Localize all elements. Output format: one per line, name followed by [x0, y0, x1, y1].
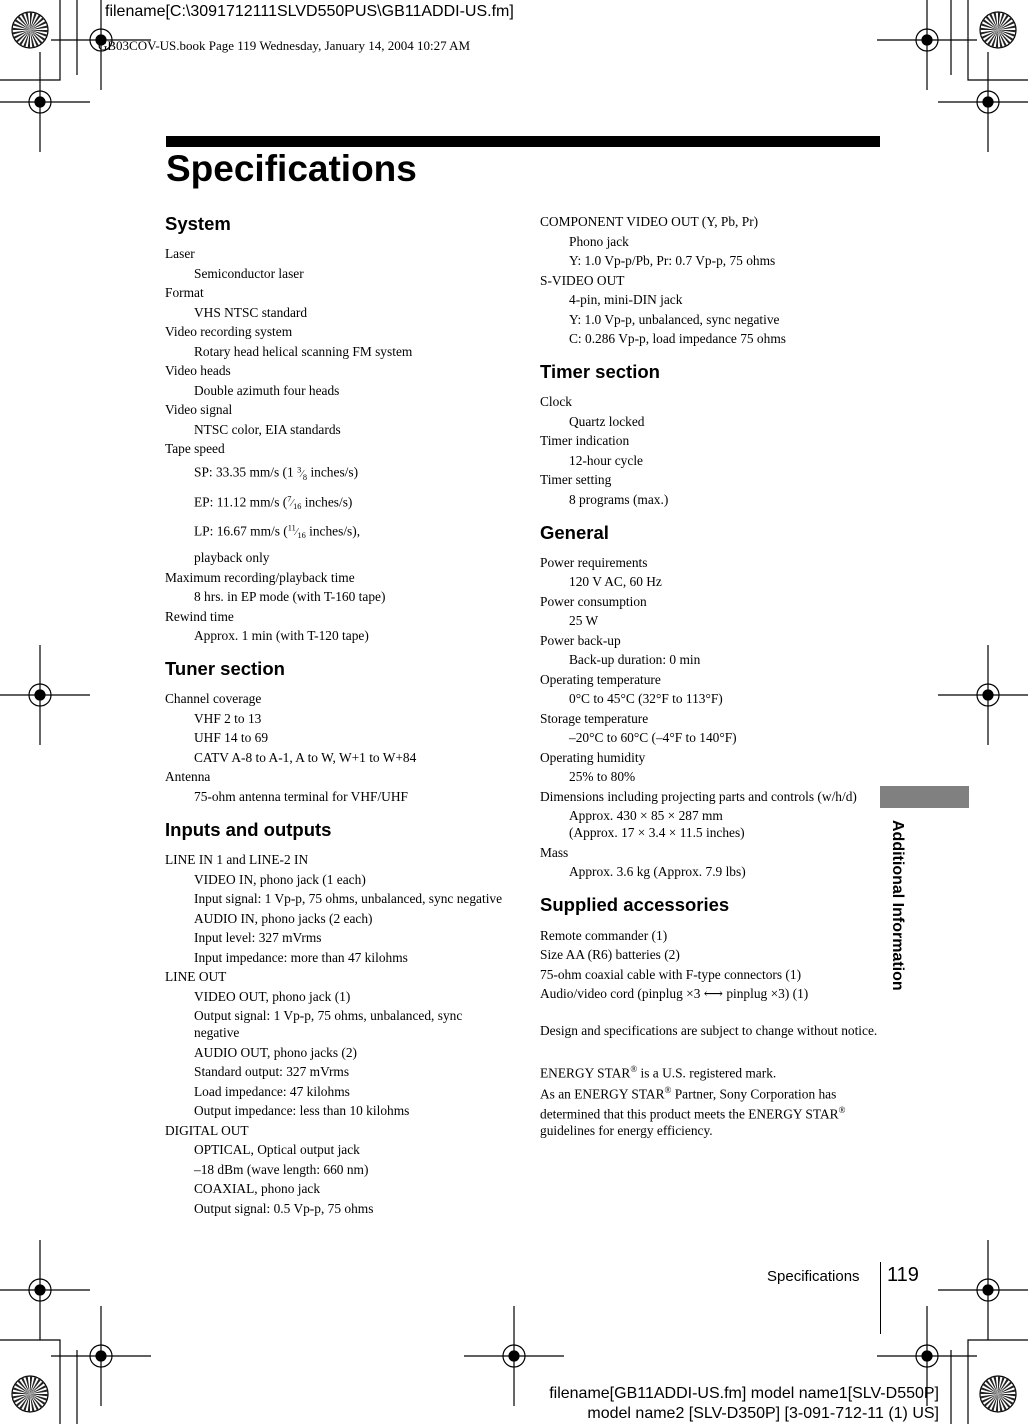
spec-label: Maximum recording/playback time [165, 569, 355, 585]
crosshair-target-icon [938, 645, 1028, 745]
spec-value: Approx. 1 min (with T-120 tape) [194, 628, 369, 644]
fraction: $^3⁄_8$ [297, 465, 308, 482]
speed-tail: inches/s) [307, 464, 359, 480]
spec-label: Video recording system [165, 324, 293, 340]
spec-value: NTSC color, EIA standards [194, 421, 341, 437]
spec-value: Output signal: 1 Vp-p, 75 ohms, unbalanced, sync negative [194, 1008, 463, 1041]
spec-label: Power consumption [540, 593, 647, 609]
spec-label: Mass [540, 844, 569, 860]
spec-value: Load impedance: 47 kilohms [194, 1083, 350, 1099]
section-tab-marker [880, 786, 969, 808]
spec-value: Phono jack [569, 233, 629, 249]
spec-value: Quartz locked [569, 413, 645, 429]
speed-tail: inches/s), [305, 523, 361, 539]
page-number: 119 [887, 1264, 919, 1286]
right-column [540, 210, 880, 1139]
spec-value: AUDIO OUT, phono jacks (2) [194, 1044, 358, 1060]
spec-label: S-VIDEO OUT [540, 272, 625, 288]
spec-label: Channel coverage [165, 691, 262, 707]
spec-label: Format [165, 285, 204, 301]
spec-value: Double azimuth four heads [194, 382, 340, 398]
section-heading: General [540, 521, 609, 543]
spec-label: Tape speed [165, 441, 225, 457]
spec-value: 75-ohm antenna terminal for VHF/UHF [194, 788, 408, 804]
double-arrow-icon: ⟷ [703, 986, 723, 1002]
spec-label: DIGITAL OUT [165, 1122, 249, 1138]
fraction: $^7⁄_{16}$ [287, 494, 302, 511]
spec-value: C: 0.286 Vp-p, load impedance 75 ohms [569, 331, 786, 346]
spec-label: LINE OUT [165, 969, 227, 985]
tape-speed-lp [194, 520, 505, 544]
crosshair-target-icon [0, 645, 90, 745]
spec-label: Rewind time [165, 608, 234, 624]
section-heading: Tuner section [165, 658, 285, 680]
energy-star-note: ENERGY STAR® is a U.S. registered mark. As an ENERGY STAR® Partner, Sony Corporation has determined that this product meets the ENERGY STAR® guidelines for energy efficiency. [540, 1064, 846, 1139]
spec-value: Input level: 327 mVrms [194, 930, 322, 946]
footer-model-line: model name2 [SLV-D350P] [3-091-712-11 (1) US] [587, 1405, 939, 1422]
spec-label: Power back-up [540, 632, 621, 648]
crosshair-target-icon [938, 1240, 1028, 1340]
starburst-mark-icon [980, 1376, 1016, 1412]
speed-text: LP: 16.67 mm/s ( [194, 523, 288, 539]
spec-value: Y: 1.0 Vp-p, unbalanced, sync negative [569, 311, 780, 327]
spec-label: Dimensions including projecting parts and controls (w/h/d) [540, 788, 857, 804]
spec-value: Rotary head helical scanning FM system [194, 343, 413, 359]
timer-section [540, 361, 880, 508]
spec-value: Y: 1.0 Vp-p/Pb, Pr: 0.7 Vp-p, 75 ohms [569, 253, 776, 268]
footer-filename: filename[GB11ADDI-US.fm] model name1[SLV-D550P] [549, 1385, 939, 1402]
crosshair-target-icon [51, 1306, 151, 1406]
spec-value: Semiconductor laser [194, 265, 304, 281]
starburst-mark-icon [12, 1376, 48, 1412]
spec-label: Video heads [165, 363, 231, 379]
page-title: Specifications [166, 148, 417, 189]
header-filename: filename[C:\3091712111SLVD550PUS\GB11ADDI-US.fm] [105, 3, 514, 20]
inputs-outputs-continued [540, 213, 880, 347]
left-column [165, 210, 505, 1231]
spec-value: VIDEO IN, phono jack (1 each) [194, 871, 366, 887]
spec-label: Operating humidity [540, 749, 646, 765]
spec-value: 0°C to 45°C (32°F to 113°F) [569, 691, 723, 707]
title-rule [166, 136, 880, 147]
spec-value: 12-hour cycle [569, 452, 643, 468]
spec-value: UHF 14 to 69 [194, 730, 269, 746]
section-heading: System [165, 213, 231, 234]
spec-label: Operating temperature [540, 671, 661, 687]
spec-value: 120 V AC, 60 Hz [569, 574, 662, 590]
spec-value: playback only [194, 550, 270, 566]
spec-label: LINE IN 1 and LINE-2 IN [165, 852, 309, 868]
spec-label: Timer indication [540, 433, 630, 449]
fraction: $^{11}⁄_{16}$ [287, 523, 306, 541]
spec-value: VHS NTSC standard [194, 304, 308, 320]
crosshair-target-icon [877, 0, 977, 90]
design-note: Design and specifications are subject to change without notice. [540, 1023, 878, 1039]
spec-value: 25 W [569, 613, 599, 629]
accessory-item: 75-ohm coaxial cable with F-type connectors (1) [540, 966, 802, 982]
tape-speed-sp [194, 461, 505, 485]
general-section [540, 522, 880, 881]
spec-value: COAXIAL, phono jack [194, 1181, 321, 1197]
section-heading: Timer section [540, 361, 660, 382]
spec-value: Output signal: 0.5 Vp-p, 75 ohms [194, 1200, 374, 1216]
spec-value: CATV A-8 to A-1, A to W, W+1 to W+84 [194, 749, 417, 765]
spec-value: 4-pin, mini-DIN jack [569, 292, 683, 307]
spec-label: Antenna [165, 769, 211, 785]
spec-value: Approx. 3.6 kg (Approx. 7.9 lbs) [569, 864, 746, 880]
spec-value: VIDEO OUT, phono jack (1) [194, 988, 351, 1004]
spec-value: Input impedance: more than 47 kilohms [194, 949, 408, 965]
spec-value: –18 dBm (wave length: 660 nm) [194, 1161, 369, 1177]
accessory-item: Remote commander (1) [540, 927, 668, 943]
speed-tail: inches/s) [301, 493, 353, 509]
spec-label: Storage temperature [540, 710, 649, 726]
section-heading: Inputs and outputs [165, 818, 332, 840]
spec-label: Timer setting [540, 472, 612, 488]
spec-value: Back-up duration: 0 min [569, 652, 701, 668]
spec-value: (Approx. 17 × 3.4 × 11.5 inches) [569, 825, 745, 841]
spec-value: 8 programs (max.) [569, 491, 669, 507]
section-heading: Supplied accessories [540, 894, 730, 916]
spec-value: VHF 2 to 13 [194, 710, 262, 726]
spec-label: COMPONENT VIDEO OUT (Y, Pb, Pr) [540, 214, 759, 229]
accessories-section [540, 894, 880, 1002]
speed-text: SP: 33.35 mm/s (1 [194, 464, 294, 480]
spec-value: OPTICAL, Optical output jack [194, 1142, 360, 1158]
footer-section-label: Specifications [767, 1268, 860, 1285]
spec-value: 25% to 80% [569, 769, 636, 785]
spec-value: Input signal: 1 Vp-p, 75 ohms, unbalanced, sync negative [194, 891, 503, 907]
accessory-item: Size AA (R6) batteries (2) [540, 947, 680, 963]
spec-value: AUDIO IN, phono jacks (2 each) [194, 910, 373, 926]
crosshair-target-icon [0, 1240, 90, 1340]
spec-value: 8 hrs. in EP mode (with T-160 tape) [194, 589, 386, 605]
footer-rule [880, 1262, 881, 1334]
spec-value: –20°C to 60°C (–4°F to 140°F) [569, 730, 737, 746]
tape-speed-ep [194, 491, 505, 515]
spec-value: Standard output: 327 mVrms [194, 1064, 350, 1080]
spec-label: Video signal [165, 402, 233, 418]
accessory-item: Audio/video cord (pinplug ×3 ⟷ pinplug ×3) (1) [540, 986, 809, 1002]
starburst-mark-icon [980, 12, 1016, 48]
spec-label: Laser [165, 246, 195, 262]
header-book-line: GB03COV-US.book Page 119 Wednesday, January 14, 2004 10:27 AM [98, 38, 471, 53]
inputs-outputs-section [165, 819, 505, 1217]
speed-text: EP: 11.12 mm/s ( [194, 493, 288, 509]
spec-label: Power requirements [540, 554, 648, 570]
section-tab-label: Additional Information [889, 820, 906, 991]
starburst-mark-icon [12, 12, 48, 48]
spec-value: Output impedance: less than 10 kilohms [194, 1103, 410, 1119]
tuner-section [165, 658, 505, 805]
system-section [165, 213, 505, 644]
spec-value: Approx. 430 × 85 × 287 mm [569, 808, 723, 824]
spec-label: Clock [540, 394, 572, 410]
